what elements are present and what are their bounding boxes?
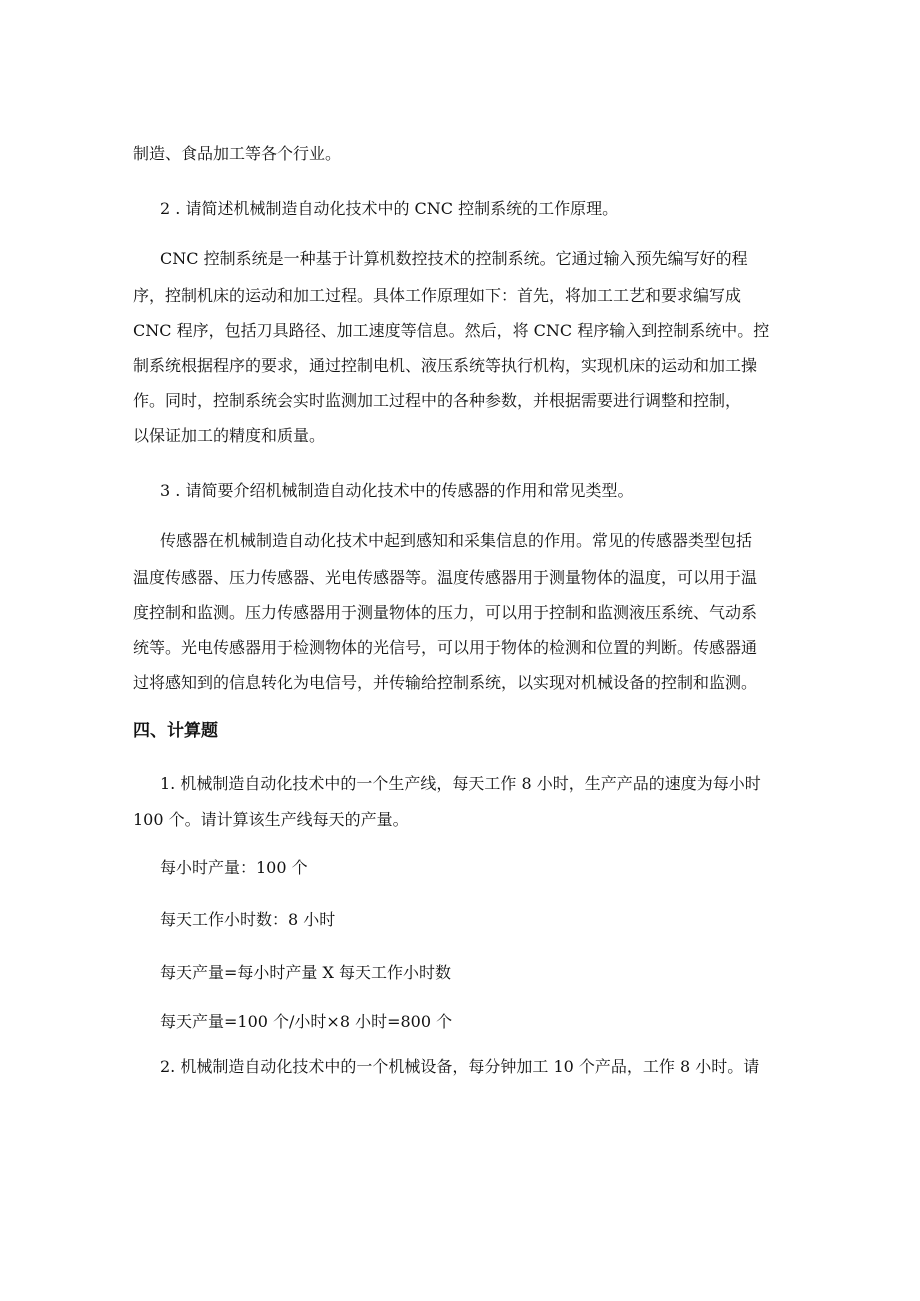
- text-line-continuation: 制造、食品加工等各个行业。: [133, 144, 342, 163]
- calc-1-step-result: 每天产量=100 个/小时×8 小时=800 个: [160, 1012, 453, 1031]
- answer-2-line-2: 序，控制机床的运动和加工过程。具体工作原理如下：首先，将加工工艺和要求编写成: [133, 286, 742, 305]
- answer-2-line-6: 以保证加工的精度和质量。: [133, 426, 326, 445]
- calc-2-line-1: 2. 机械制造自动化技术中的一个机械设备，每分钟加工 10 个产品，工作 8 小时。请: [160, 1057, 760, 1076]
- answer-2-line-5: 作。同时，控制系统会实时监测加工过程中的各种参数，并根据需要进行调整和控制，: [133, 391, 742, 410]
- answer-3-line-5: 过将感知到的信息转化为电信号，并传输给控制系统，以实现对机械设备的控制和监测。: [133, 673, 758, 692]
- answer-3-line-3: 度控制和监测。压力传感器用于测量物体的压力，可以用于控制和监测液压系统、气动系: [133, 603, 758, 622]
- calc-1-line-1: 1. 机械制造自动化技术中的一个生产线，每天工作 8 小时，生产产品的速度为每小时: [160, 774, 761, 793]
- answer-2-line-3: CNC 程序，包括刀具路径、加工速度等信息。然后，将 CNC 程序输入到控制系统中。控: [133, 321, 770, 340]
- section-heading-calculation: 四、计算题: [133, 721, 218, 741]
- answer-3-line-4: 统等。光电传感器用于检测物体的光信号，可以用于物体的检测和位置的判断。传感器通: [133, 638, 758, 657]
- answer-2-line-4: 制系统根据程序的要求，通过控制电机、液压系统等执行机构，实现机床的运动和加工操: [133, 356, 758, 375]
- answer-2-line-1: CNC 控制系统是一种基于计算机数控技术的控制系统。它通过输入预先编写好的程: [160, 249, 748, 268]
- calc-1-step-formula: 每天产量=每小时产量 X 每天工作小时数: [160, 963, 451, 982]
- question-3-title: 3 . 请简要介绍机械制造自动化技术中的传感器的作用和常见类型。: [160, 481, 634, 500]
- question-2-title: 2 . 请简述机械制造自动化技术中的 CNC 控制系统的工作原理。: [160, 199, 619, 218]
- calc-1-step-daily-hours: 每天工作小时数：8 小时: [160, 910, 336, 929]
- answer-3-line-1: 传感器在机械制造自动化技术中起到感知和采集信息的作用。常见的传感器类型包括: [160, 531, 753, 550]
- answer-3-line-2: 温度传感器、压力传感器、光电传感器等。温度传感器用于测量物体的温度，可以用于温: [133, 568, 758, 587]
- calc-1-line-2: 100 个。请计算该生产线每天的产量。: [133, 810, 409, 829]
- calc-1-step-hourly-output: 每小时产量：100 个: [160, 858, 308, 877]
